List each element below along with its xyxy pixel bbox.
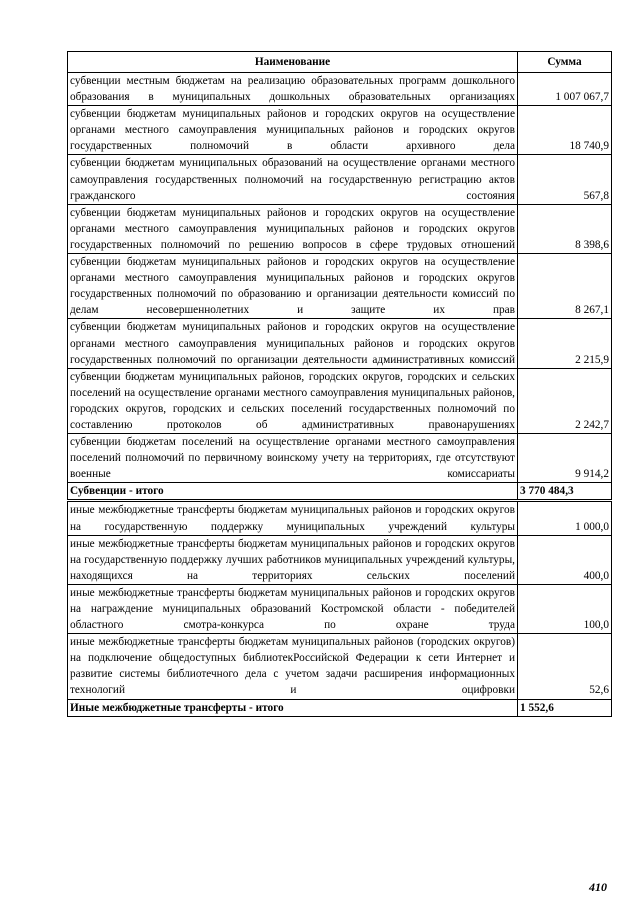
table-row: [68, 634, 612, 699]
total-row: [68, 699, 612, 716]
row-sum: 8 267,1: [518, 254, 612, 319]
header-sum: Сумма: [518, 52, 612, 73]
table-header-row: [68, 52, 612, 73]
subtotal-label: Субвенции - итого: [68, 483, 518, 501]
table-row: [68, 584, 612, 633]
row-sum: 400,0: [518, 535, 612, 584]
table-row: [68, 434, 612, 483]
table-row: [68, 319, 612, 368]
table-row: [68, 106, 612, 155]
row-name: иные межбюджетные трансферты бюджетам муниципальных районов и городских округов на награждение муниципальных образований Костромской области - победителей областного смотра-конкурса по охране труда: [68, 584, 518, 633]
row-name: субвенции бюджетам муниципальных районов, городских округов, городских и сельских поселений на осуществление органами местного самоуправления муниципальных районов, городских округов, городских и сельских поселений государственных полномочий по составлению протоколов об административных правонарушениях: [68, 368, 518, 433]
budget-table: [67, 51, 612, 717]
row-name: иные межбюджетные трансферты бюджетам муниципальных районов и городских округов на государственную поддержку муниципальных учреждений культуры: [68, 501, 518, 535]
row-name: субвенции бюджетам муниципальных районов и городских округов на осуществление органами местного самоуправления муниципальных районов и городских округов государственных полномочий по образованию и организации деятельности комиссий по делам несовершеннолетних и защите их прав: [68, 254, 518, 319]
row-sum: 18 740,9: [518, 106, 612, 155]
table-row: [68, 535, 612, 584]
row-sum: 8 398,6: [518, 204, 612, 253]
row-name: субвенции бюджетам муниципальных образований на осуществление органами местного самоуправления государственных полномочий на государственную регистрацию актов гражданского состояния: [68, 155, 518, 204]
row-name: субвенции бюджетам муниципальных районов и городских округов на осуществление органами местного самоуправления муниципальных районов и городских округов государственных полномочий в области архивного дела: [68, 106, 518, 155]
row-name: субвенции местным бюджетам на реализацию образовательных программ дошкольного образования в муниципальных дошкольных образовательных организациях: [68, 73, 518, 106]
row-name: иные межбюджетные трансферты бюджетам муниципальных районов (городских округов) на подключение общедоступных библиотекРоссийской Федерации к сети Интернет и развитие системы библиотечного дела с учетом задачи расширения информационных технологий и оцифровки: [68, 634, 518, 699]
row-sum: 2 215,9: [518, 319, 612, 368]
subtotal-sum: 3 770 484,3: [518, 483, 612, 501]
table-row: [68, 254, 612, 319]
row-sum: 100,0: [518, 584, 612, 633]
table-row: [68, 73, 612, 106]
table-row: [68, 155, 612, 204]
total-label: Иные межбюджетные трансферты - итого: [68, 699, 518, 716]
subtotal-row: [68, 483, 612, 501]
table-row: [68, 501, 612, 535]
page-number: 410: [589, 880, 607, 894]
row-sum: 567,8: [518, 155, 612, 204]
total-sum: 1 552,6: [518, 699, 612, 716]
table-row: [68, 368, 612, 433]
row-sum: 9 914,2: [518, 434, 612, 483]
row-sum: 1 000,0: [518, 501, 612, 535]
header-name: Наименование: [68, 52, 518, 73]
row-name: субвенции бюджетам поселений на осуществление органами местного самоуправления поселений полномочий по первичному воинскому учету на территориях, где отсутствуют военные комиссариаты: [68, 434, 518, 483]
row-sum: 1 007 067,7: [518, 73, 612, 106]
row-name: субвенции бюджетам муниципальных районов и городских округов на осуществление органами местного самоуправления муниципальных районов и городских округов государственных полномочий по решению вопросов в сфере трудовых отношений: [68, 204, 518, 253]
row-name: субвенции бюджетам муниципальных районов и городских округов на осуществление органами местного самоуправления муниципальных районов и городских округов государственных полномочий по организации деятельности административных комиссий: [68, 319, 518, 368]
row-sum: 2 242,7: [518, 368, 612, 433]
row-name: иные межбюджетные трансферты бюджетам муниципальных районов и городских округов на государственную поддержку лучших работников муниципальных учреждений культуры, находящихся на территориях сельских поселений: [68, 535, 518, 584]
table-row: [68, 204, 612, 253]
row-sum: 52,6: [518, 634, 612, 699]
